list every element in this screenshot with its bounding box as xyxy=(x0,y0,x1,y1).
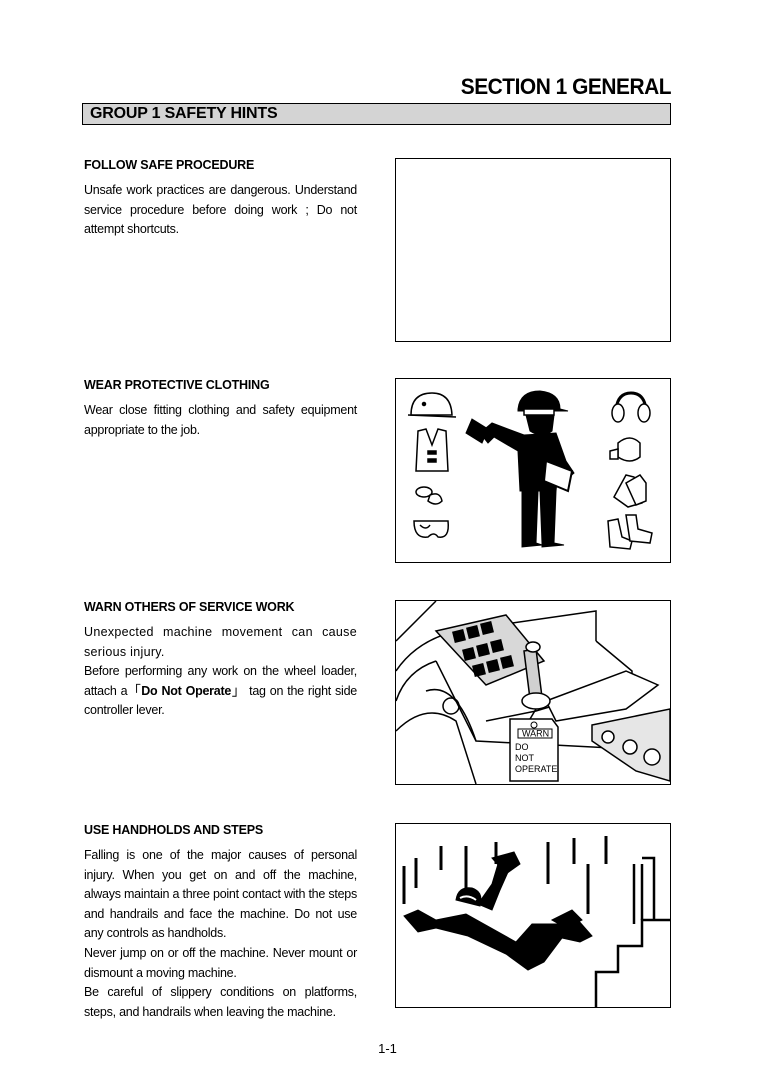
hard-hat-icon xyxy=(408,393,456,417)
tag-line-not: NOT xyxy=(515,753,534,763)
page-number: 1-1 xyxy=(378,1041,397,1056)
section-follow-safe-procedure xyxy=(84,158,357,240)
section-heading: WARN OTHERS OF SERVICE WORK xyxy=(84,600,295,614)
section-wear-protective-clothing xyxy=(84,378,357,440)
falling-person-icon xyxy=(404,852,592,970)
worker-figure-icon xyxy=(466,391,574,547)
goggles-icon xyxy=(414,521,448,537)
section-heading: USE HANDHOLDS AND STEPS xyxy=(84,823,263,837)
gloves-icon xyxy=(614,475,646,507)
do-not-operate-tag xyxy=(510,709,558,781)
section-paragraph: Unsafe work practices are dangerous. Understand service procedure before doing work ; Do not attempt shortcuts. xyxy=(84,183,357,237)
section-title: SECTION 1 GENERAL xyxy=(460,74,671,99)
section-paragraph: Unexpected machine movement can cause serious injury. xyxy=(84,625,357,659)
section-heading: WEAR PROTECTIVE CLOTHING xyxy=(84,378,270,392)
section-use-handholds xyxy=(84,823,357,1022)
section-paragraph: Never jump on or off the machine. Never mount or dismount a moving machine. xyxy=(84,945,357,980)
section-paragraph: Be careful of slippery conditions on platforms, steps, and handrails when leaving the machine. xyxy=(84,985,357,1019)
figure-falling-person xyxy=(395,823,671,1008)
do-not-operate-illustration xyxy=(396,601,670,784)
section-warn-others xyxy=(84,600,357,721)
section-heading: FOLLOW SAFE PROCEDURE xyxy=(84,158,255,172)
controller-lever-icon xyxy=(522,642,550,709)
section-paragraph: Falling is one of the major causes of personal injury. When you get on and off the machine, always maintain a three point contact with the steps and handrails and face the machine. Do not use any controls as handholds. xyxy=(84,848,357,941)
section-paragraph-tag xyxy=(84,662,357,721)
paragraph-text: Before performing any work on the wheel loader, attach a xyxy=(84,664,357,698)
group-title-bar xyxy=(82,103,671,125)
ear-muffs-icon xyxy=(612,393,650,422)
ear-plug-icon xyxy=(416,487,442,504)
falling-person-illustration xyxy=(396,824,670,1007)
protective-clothing-illustration xyxy=(396,379,670,562)
figure-do-not-operate xyxy=(395,600,671,785)
tag-line-operate: OPERATE xyxy=(515,764,558,774)
section-paragraph: Wear close fitting clothing and safety equipment appropriate to the job. xyxy=(84,403,357,437)
boots-icon xyxy=(608,515,652,549)
tag-line-warn: WARN xyxy=(522,728,550,739)
figure-blank xyxy=(395,158,671,342)
paragraph-text: tag on the right side controller lever. xyxy=(84,683,357,718)
safety-vest-icon xyxy=(416,429,448,471)
paragraph-bold-text: 「Do Not Operate」 xyxy=(127,683,246,698)
figure-protective-clothing xyxy=(395,378,671,563)
tag-line-do: DO xyxy=(515,742,529,752)
stairs-icon xyxy=(596,858,670,1007)
respirator-icon xyxy=(610,438,640,461)
group-title: GROUP 1 SAFETY HINTS xyxy=(90,105,278,122)
